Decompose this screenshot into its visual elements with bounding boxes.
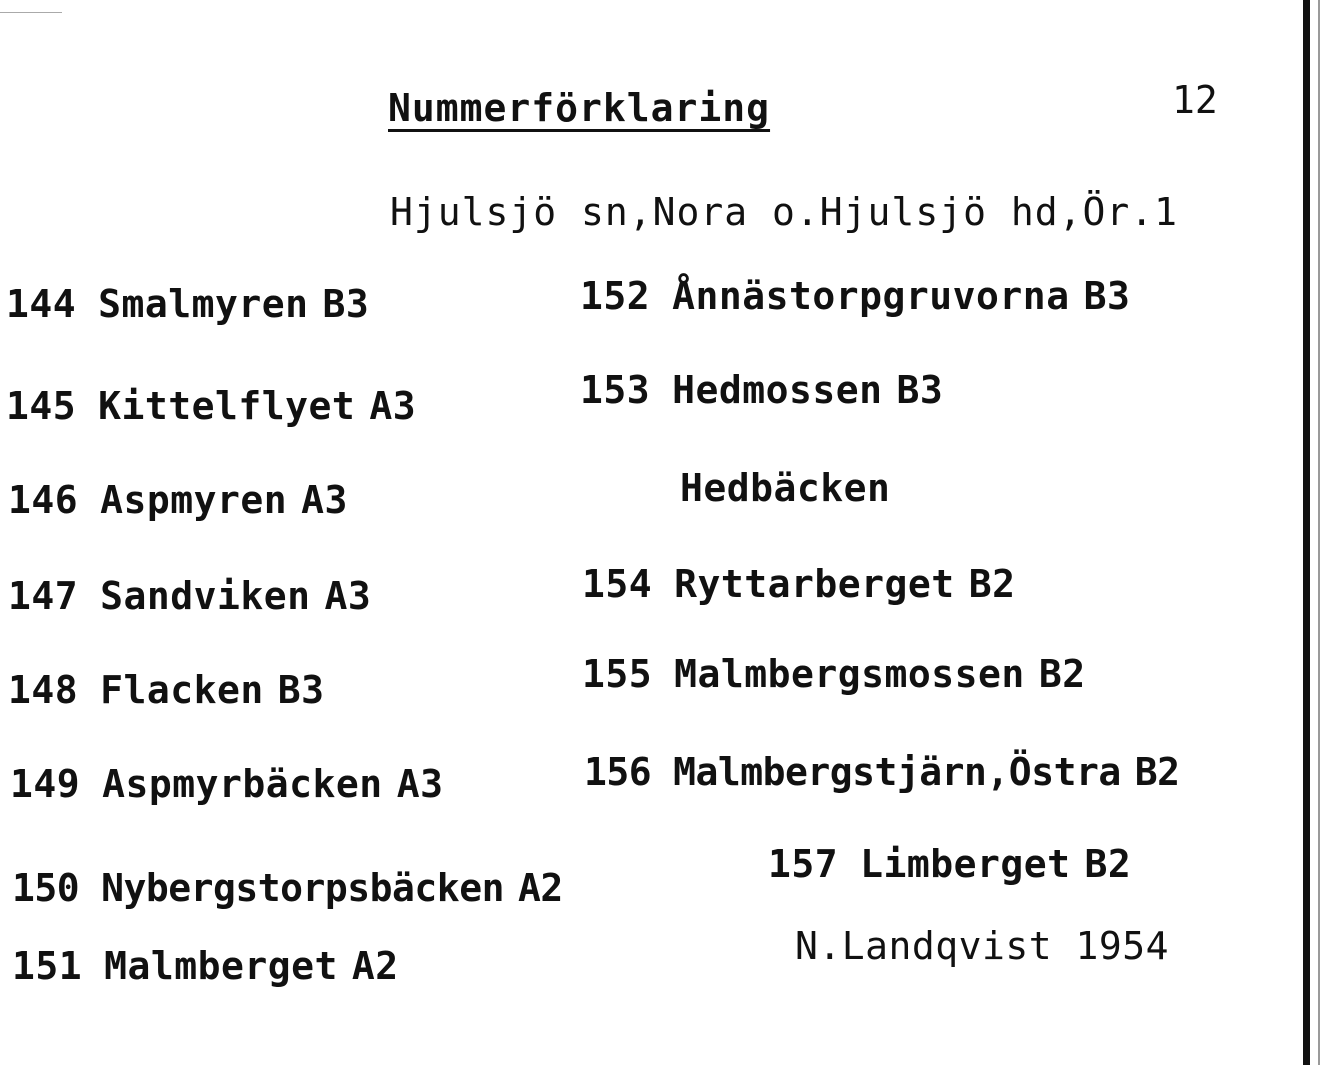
entry-number: 157 [768, 842, 839, 886]
entry-code: A3 [369, 384, 417, 428]
entry-name: Ånnästorpgruvorna [672, 274, 1070, 318]
entry-number: 152 [580, 274, 651, 318]
list-item [8, 574, 371, 618]
list-item [12, 866, 563, 910]
entry-name: Smalmyren [98, 282, 309, 326]
list-item [584, 750, 1179, 794]
entry-name: Malmbergstjärn,Östra [673, 750, 1121, 794]
entry-code: B2 [1134, 750, 1180, 794]
entry-code: B2 [1038, 652, 1086, 696]
entry-number: 145 [6, 384, 77, 428]
parish-line: Hjulsjö sn,Nora o.Hjulsjö hd,Ör.1 [390, 190, 1178, 234]
entry-code: B3 [322, 282, 370, 326]
entry-code: A3 [301, 478, 348, 522]
entry-name: Malmberget [104, 944, 338, 988]
list-item [582, 652, 1086, 696]
entry-code: A3 [324, 574, 372, 618]
entry-code: B2 [1084, 842, 1132, 886]
entry-number: 149 [10, 762, 81, 806]
entry-name: Hedmossen [672, 368, 883, 412]
card-edge-shadow [1303, 0, 1310, 1065]
entry-name: Ryttarberget [674, 562, 955, 606]
entry-number: 154 [582, 562, 653, 606]
entry-number: 148 [8, 668, 79, 712]
page-title: Nummerförklaring [388, 86, 771, 130]
entry-name: Sandviken [100, 574, 311, 618]
entry-name: Hedbäcken [680, 466, 891, 510]
entry-number: 144 [6, 282, 77, 326]
list-item [12, 944, 399, 988]
list-item [6, 282, 369, 326]
entry-number: 151 [12, 944, 83, 988]
entry-name: Malmbergsmossen [674, 652, 1025, 696]
entry-name: Aspmyren [100, 478, 288, 522]
entry-name: Limberget [860, 842, 1071, 886]
entry-code: A2 [351, 944, 399, 988]
entry-name: Nybergstorpsbäcken [101, 866, 504, 910]
entry-number: 147 [8, 574, 79, 618]
list-item [768, 842, 1131, 886]
entry-code: B3 [896, 368, 944, 412]
list-item [680, 466, 890, 510]
entry-number: 155 [582, 652, 653, 696]
list-item [582, 562, 1015, 606]
card-edge-line [1318, 0, 1320, 1065]
list-item [6, 384, 416, 428]
entry-code: B3 [1083, 274, 1131, 318]
list-item [580, 368, 943, 412]
entry-code: A3 [396, 762, 444, 806]
list-item [10, 762, 443, 806]
list-item [8, 668, 325, 712]
entry-name: Flacken [100, 668, 264, 712]
entry-number: 146 [8, 478, 79, 522]
entry-name: Aspmyrbäcken [102, 762, 383, 806]
page-number: 12 [1172, 78, 1218, 122]
signature: N.Landqvist 1954 [795, 924, 1170, 968]
list-item [580, 274, 1130, 318]
entry-code: B2 [968, 562, 1016, 606]
list-item [8, 478, 348, 522]
entry-number: 150 [12, 866, 80, 910]
entry-number: 156 [584, 750, 652, 794]
entry-name: Kittelflyet [98, 384, 356, 428]
entry-code: A2 [517, 866, 563, 910]
entry-code: B3 [277, 668, 325, 712]
scan-speck [0, 12, 62, 13]
entry-number: 153 [580, 368, 651, 412]
